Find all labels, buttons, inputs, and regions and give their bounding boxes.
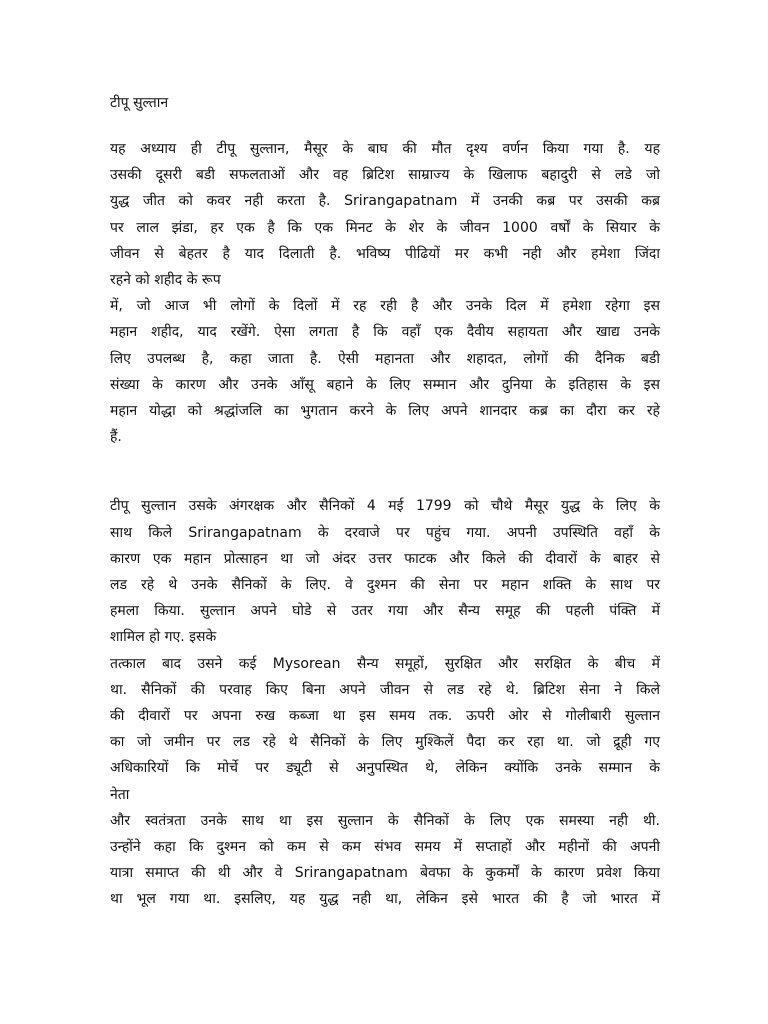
text-line: उसकी दूसरी बडी सफलताओं और वह ब्रिटिश साम्राज्य के खिलाफ बहादुरी से लडे जो [110,167,660,184]
text-line: कारण एक महान प्रोत्साहन था जो अंदर उत्तर फाटक और किले की दीवारों के बाहर से [110,550,660,567]
text-line: युद्ध जीत को कवर नही करता है. Srirangapatnam में उनकी कब्र पर उसकी कब्र [110,193,660,210]
text-line: संख्या के कारण और उनके आँसू बहाने के लिए सम्मान और दुनिया के इतिहास के इस [110,376,660,393]
document-page [110,90,660,913]
paragraph-4 [110,651,660,808]
text-line: उन्होंने कहा कि दुश्मन को कम से कम संभव समय में सप्ताहों और महीनों की अपनी [110,839,660,856]
text-line: टीपू सुल्तान उसके अंगरक्षक और सैनिकों 4 मई 1799 को चौथे मैसूर युद्ध के लिए के [110,498,660,515]
text-line: लड रहे थे उनके सैनिकों के लिए. वे दुश्मन की सेना पर महान शक्ति के साथ पर [110,577,660,594]
text-line: की दीवारों पर अपना रुख कब्जा था इस समय तक. ऊपरी ओर से गोलीबारी सुल्तान [110,708,660,725]
text-line: रहने को शहीद के रूप [110,272,221,289]
text-line: नेता [110,786,130,803]
text-line: जीवन से बेहतर है याद दिलाती है. भविष्य पीढियों मर कभी नही और हमेशा जिंदा [110,245,660,262]
paragraph-gap [110,450,660,493]
paragraph-3 [110,493,660,650]
paragraph-5 [110,808,660,913]
text-line: में, जो आज भी लोगों के दिलों में रह रही है और उनके दिल में हमेशा रहेगा इस [110,298,660,315]
text-line: था भूल गया था. इसलिए, यह युद्ध नही था, लेकिन इसे भारत की है जो भारत में [110,891,660,908]
document-title: टीपू सुल्तान [110,95,169,111]
paragraph-2 [110,293,660,450]
text-line: पर लाल झंडा, हर एक है कि एक मिनट के शेर के जीवन 1000 वर्षों के सियार के [110,219,660,236]
paragraph-1 [110,136,660,293]
text-line: यात्रा समाप्त की थी और वे Srirangapatnam बेवफा के कुकर्मों के कारण प्रवेश किया [110,865,660,882]
text-line: महान शहीद, याद रखेंगे. ऐसा लगता है कि वहाँ एक दैवीय सहायता और खाद्य उनके [110,324,660,341]
text-line: साथ किले Srirangapatnam के दरवाजे पर पहुंच गया. अपनी उपस्थिति वहाँ के [110,524,660,541]
text-line: तत्काल बाद उसने कई Mysorean सैन्य समूहों, सुरक्षित और सरक्षित के बीच में [110,655,660,672]
text-line: हैं. [110,429,122,446]
text-line: शामिल हो गए. इसके [110,629,217,646]
text-line: लिए उपलब्ध है, कहा जाता है. ऐसी महानता और शहादत, लोगों की दैनिक बडी [110,350,660,367]
text-line: यह अध्याय ही टीपू सुल्तान, मैसूर के बाघ की मौत दृश्य वर्णन किया गया है. यह [110,141,660,157]
text-line: महान योद्धा को श्रद्धांजलि का भुगतान करने के लिए अपने शानदार कब्र का दौरा कर रहे [110,403,660,420]
text-line: और स्वतंत्रता उनके साथ था इस सुल्तान के सैनिकों के लिए एक समस्या नही थी. [110,812,660,829]
text-line: अधिकारियों कि मोर्चे पर ड्यूटी से अनुपस्थित थे, लेकिन क्योंकि उनके सम्मान के [110,760,660,777]
text-line: हमला किया. सुल्तान अपने घोडे से उतर गया और सैन्य समूह की पहली पंक्ति में [110,603,660,620]
text-line: था. सैनिकों की परवाह किए बिना अपने जीवन से लड रहे थे. ब्रिटिश सेना ने किले [110,681,660,698]
text-line: का जो जमीन पर लड रहे थे सैनिकों के लिए मुश्किलें पैदा कर रहा था. जो द्रूही गए [110,734,660,751]
